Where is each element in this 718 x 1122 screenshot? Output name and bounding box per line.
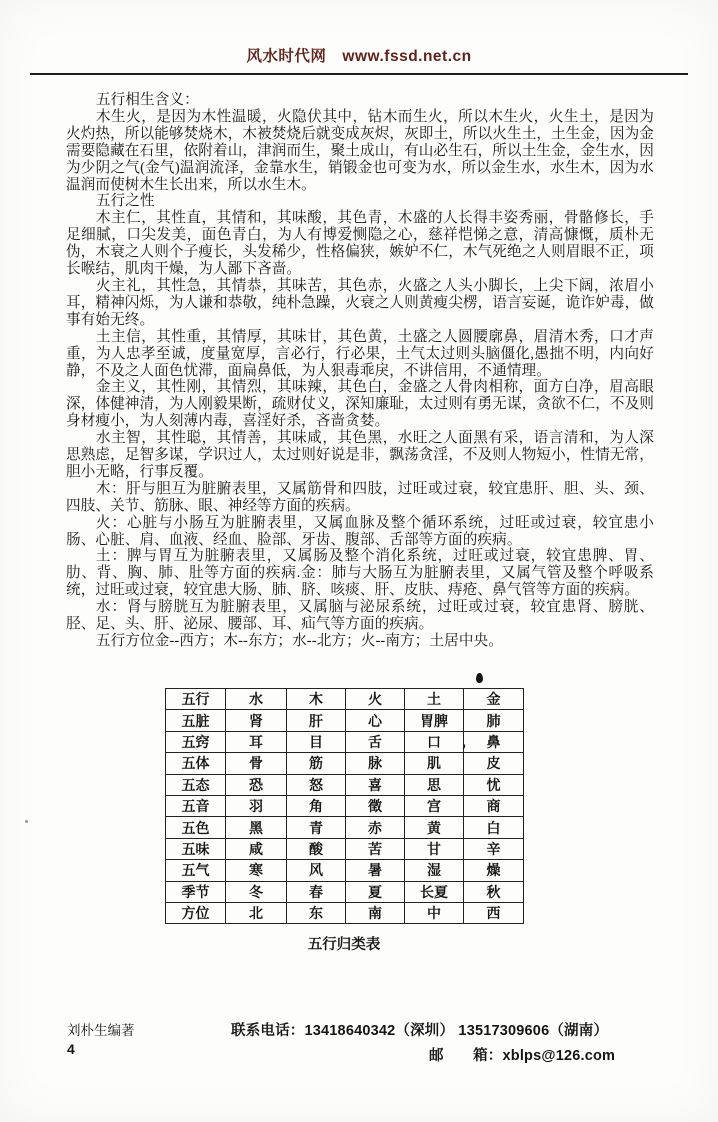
table-cell: 脉 [346, 753, 405, 774]
table-cell: 肝 [287, 710, 346, 731]
body-paragraph: 土：脾与胃互为脏腑表里，又属肠及整个消化系统，过旺或过衰，较宜患脾、胃、肋、背、胸、肺、肚等方面的疾病.金：肺与大肠互为脏腑表里，又属气管及整个呼吸系统，过旺或过衰，较宜患大肠、肺、脐、咳痰、肝、皮肤、痔疮、鼻气管等方面的疾病。 [66, 548, 654, 599]
table-cell: 青 [287, 817, 346, 838]
table-cell: 寒 [226, 860, 287, 881]
site-header [0, 44, 718, 66]
table-cell: 口 [405, 731, 464, 752]
table-cell: 火 [346, 689, 405, 710]
table-cell: 秋 [464, 881, 524, 902]
table-cell: 中 [405, 902, 464, 923]
table-cell: 恐 [226, 774, 287, 795]
table-cell: 辛 [464, 838, 524, 859]
body-paragraph: 木生火，是因为木性温暖，火隐伏其中，钻木而生火，所以木生火，火生土，是因为火灼热，所以能够焚烧木，木被焚烧后就变成灰烬，灰即土，所以火生土，土生金，因为金需要隐藏在石里，依附着山，津润而生，聚土成山，有山必生石，所以土生金，金生水，因为少阴之气(金气)温润流泽，金靠水生，销锻金也可变为水，所以金生水，水生木，因为水温润而使树木生长出来，所以水生木。 [66, 108, 654, 193]
row-label-cell: 五音 [166, 795, 226, 816]
body-paragraph: 木主仁，其性直，其情和，其味酸，其色青，木盛的人长得丰姿秀丽，骨骼修长，手足细腻，口尖发美，面色青白，为人有博爱恻隐之心，慈祥恺悌之意，清高慷慨，质朴无伪，木衰之人则个子瘦长，头发稀少，性格偏狭，嫉妒不仁，木气死绝之人则眉眼不正，项长喉结，肌肉干燥，为人鄙下吝啬。 [66, 210, 654, 278]
table-cell: 苦 [346, 838, 405, 859]
table-cell: 黑 [226, 817, 287, 838]
table-cell: 赤 [346, 817, 405, 838]
table-cell: 角 [287, 795, 346, 816]
five-elements-table [165, 688, 524, 924]
table-cell: 舌 [346, 731, 405, 752]
footer-email: 邮 箱：xblps@126.com [429, 1048, 616, 1064]
ink-drop-artifact [476, 673, 483, 683]
table-cell: 黄 [405, 817, 464, 838]
table-cell: 宫 [405, 795, 464, 816]
table-cell: 徵 [346, 795, 405, 816]
table-cell: 心 [346, 710, 405, 731]
table-cell: 商 [464, 795, 524, 816]
body-paragraph: 火：心脏与小肠互为脏腑表里，又属血脉及整个循环系统，过旺或过衰，较宜患小肠、心脏、肩、血液、经血、脸部、牙齿、腹部、舌部等方面的疾病。 [66, 514, 654, 548]
table-cell: 筋 [287, 753, 346, 774]
site-name: 风水时代网 [246, 48, 327, 65]
stray-comma-artifact: ， [462, 734, 476, 749]
row-label-cell: 五态 [166, 774, 226, 795]
header-divider [30, 73, 688, 75]
table-row [166, 881, 524, 902]
table-cell: 春 [287, 881, 346, 902]
table-cell: 咸 [226, 838, 287, 859]
table-cell: 羽 [226, 795, 287, 816]
row-label-cell: 五行 [166, 689, 226, 710]
body-text [66, 92, 654, 650]
body-paragraph: 木：肝与胆互为脏腑表里，又属筋骨和四肢，过旺或过衰，较宜患肝、胆、头、颈、四肢、关节、筋脉、眼、神经等方面的疾病。 [66, 480, 654, 514]
body-paragraph: 五行方位金--西方；木--东方；水--北方；火--南方；土居中央。 [95, 633, 503, 649]
footer-page-number: 4 [67, 1041, 75, 1057]
table-cell: 喜 [346, 774, 405, 795]
table-row [166, 710, 524, 731]
row-label-cell: 季节 [166, 881, 226, 902]
table-cell: 甘 [405, 838, 464, 859]
section-heading: 五行相生含义： [95, 92, 199, 108]
footer-phone: 联系电话：13418640342（深圳） 13517309606（湖南） [231, 1023, 609, 1039]
table-cell: 忧 [464, 774, 524, 795]
table-cell: 鼻 [464, 731, 524, 752]
table-row [166, 795, 524, 816]
table-cell: 肾 [226, 710, 287, 731]
table-cell: 金 [464, 689, 524, 710]
table-cell: 东 [287, 902, 346, 923]
section-heading: 五行之性 [95, 193, 155, 210]
table-cell: 南 [346, 902, 405, 923]
table-cell: 耳 [226, 731, 287, 752]
table-row [166, 753, 524, 774]
row-label-cell: 五味 [166, 838, 226, 859]
row-label-cell: 五脏 [166, 710, 226, 731]
table-cell: 肌 [405, 753, 464, 774]
table-cell: 长夏 [405, 881, 464, 902]
table-cell: 土 [405, 689, 464, 710]
table-cell: 思 [405, 774, 464, 795]
body-paragraph: 金主义，其性刚，其情烈，其味辣，其色白，金盛之人骨肉相称，面方白净，眉高眼深，体健神清，为人刚毅果断，疏财仗义，深知廉耻，太过则有勇无谋，贪欲不仁，不及则身材瘦小，为人刻薄内毒，喜淫好杀，吝啬贪婪。 [66, 379, 654, 430]
table-row [166, 689, 524, 710]
table-cell: 胃脾 [405, 710, 464, 731]
table-cell: 冬 [226, 881, 287, 902]
table-row [166, 838, 524, 859]
table-cell: 骨 [226, 753, 287, 774]
table-cell: 怒 [287, 774, 346, 795]
site-url: www.fssd.net.cn [342, 48, 472, 65]
body-paragraph: 火主礼，其性急，其情恭，其味苦，其色赤，火盛之人头小脚长，上尖下阔，浓眉小耳，精神闪烁，为人谦和恭敬，纯朴急躁，火衰之人则黄瘦尖楞，语言妄诞，诡诈妒毒，做事有始无终。 [66, 277, 654, 328]
table-cell: 目 [287, 731, 346, 752]
row-label-cell: 五气 [166, 860, 226, 881]
table-cell: 水 [226, 689, 287, 710]
row-label-cell: 五窍 [166, 731, 226, 752]
table-row [166, 902, 524, 923]
body-paragraph: 水：肾与膀胱互为脏腑表里，又属脑与泌尿系统，过旺或过衰，较宜患肾、膀胱、胫、足、头、肝、泌尿、腰部、耳、疝气等方面的疾病。 [66, 599, 654, 633]
footer-author: 刘朴生编著 [67, 1023, 135, 1038]
table-cell: 肺 [464, 710, 524, 731]
table-cell: 皮 [464, 753, 524, 774]
row-label-cell: 五色 [166, 817, 226, 838]
body-paragraph: 土主信，其性重，其情厚，其味甘，其色黄，土盛之人圆腰廓鼻，眉清木秀，口才声重，为人忠孝至诚，度量宽厚，言必行，行必果，土气太过则头脑僵化,愚拙不明，内向好静，不及之人面色忧滞，面扁鼻低，为人狠毒乖戾，不讲信用，不通情理。 [66, 328, 654, 379]
table-cell: 暑 [346, 860, 405, 881]
table-cell: 白 [464, 817, 524, 838]
table-cell: 西 [464, 902, 524, 923]
table-cell: 北 [226, 902, 287, 923]
row-label-cell: 方位 [166, 902, 226, 923]
row-label-cell: 五体 [166, 753, 226, 774]
table-cell: 夏 [346, 881, 405, 902]
table-cell: 风 [287, 860, 346, 881]
margin-dot-artifact [25, 820, 28, 823]
body-paragraph: 水主智，其性聪，其情善，其味咸，其色黑，水旺之人面黑有采，语言清和，为人深思熟虑，足智多谋，学识过人，太过则好说是非，飘荡贪淫，不及则人物短小，性情无常，胆小无略，行事反覆。 [66, 430, 654, 480]
table-caption: 五行归类表 [307, 937, 381, 953]
table-row [166, 817, 524, 838]
table-cell: 木 [287, 689, 346, 710]
table-cell: 湿 [405, 860, 464, 881]
table-row [166, 860, 524, 881]
table-cell: 燥 [464, 860, 524, 881]
table-cell: 酸 [287, 838, 346, 859]
table-row [166, 774, 524, 795]
